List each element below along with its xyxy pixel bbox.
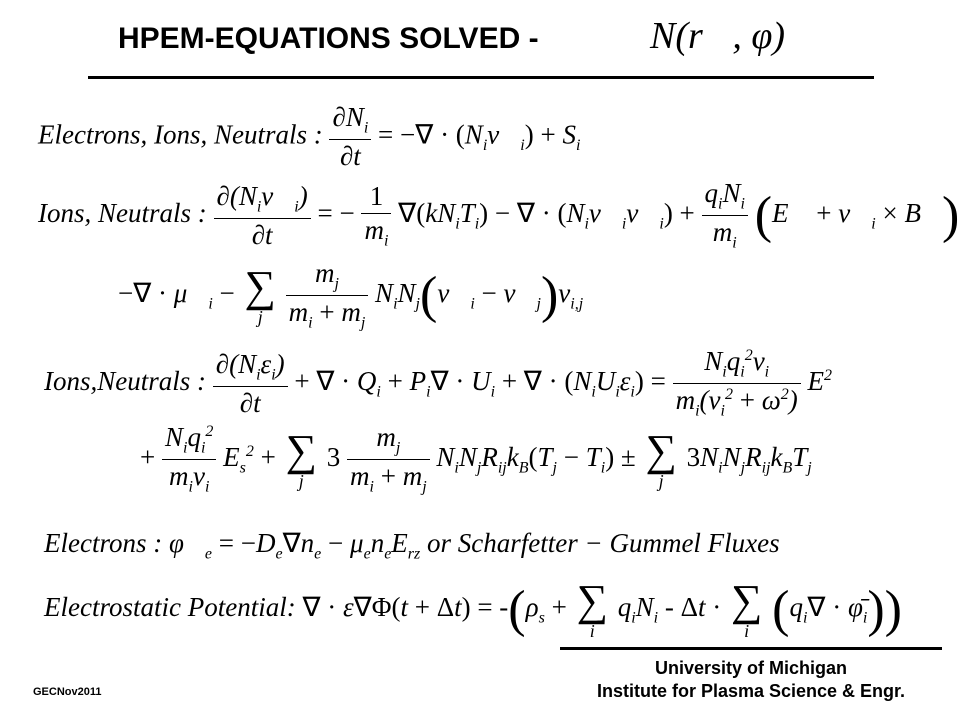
eq4-label: Ions,Neutrals : [44, 366, 206, 397]
footer-tag: GECNov2011 [33, 686, 102, 698]
eq2-label: Ions, Neutrals : [38, 198, 207, 229]
footer-rule [560, 647, 942, 650]
equation-poisson: Electrostatic Potential: ∇ · $\varepsilon\nabla\Phi(t + \Delta t) = -(\rho_s$ + ∑ i $q_iN_i$ - Δt · ∑ i ($q_i\nabla$ · $\varphī_i$)) [44, 576, 902, 641]
eq6-label: Electrons : [44, 528, 163, 558]
equation-momentum: Ions, Neutrals : $\frac{\partial(N_iv⃗_i)}{\partial t}$ = − $\frac{1}{m_i}$ $\nabla(kN_iT_i)$ − ∇ · $(N_iv⃗_iv⃗_i)$ + $\frac{q_iN_i}{m_i}$ (E⃗ + $v⃗_i$ × B⃗) [38, 178, 960, 252]
equation-momentum-cont: −∇ · $\mu⃗_i$ − ∑ j $\frac{m_j}{m_i + m_j}$ $N_iN_j(v⃗_i$ − $v⃗_j)\nu_{i,j}$ [118, 258, 584, 332]
footer-department: Institute for Plasma Science & Engr. [596, 681, 906, 701]
equation-energy: Ions,Neutrals : $\frac{\partial(N_i\varepsilon_i)}{\partial t}$ + ∇ · $Q_i + P_i\nabla \cdot U_i$ + ∇ · $(N_iU_i\varepsilon_i)$ = $\frac{N_iq_i^2\nu_i}{m_i(\nu_i^2 + \omega^2)}$ $E^2$ [44, 346, 833, 420]
equation-electron-flux: Electrons : $\varphi⃗_e = -D_e\nabla n_e - \mu_en_eE_{rz}$ or Scharfetter − Gummel Fluxes [44, 528, 780, 563]
slide-title: HPEM-EQUATIONS SOLVED - [118, 22, 539, 55]
equation-energy-cont: + $\frac{N_iq_i^2}{m_i\nu_i}$ $E_s^2$ + ∑ j 3 $\frac{m_j}{m_i + m_j}$ $N_iN_jR_{ij}k_B(T_j - T_i)$ ± ∑ j $3N_iN_jR_{ij}k_BT_j$ [140, 422, 812, 496]
title-math: N(r⃗, φ) [650, 15, 786, 57]
eq6-tail: or Scharfetter − Gummel Fluxes [427, 528, 780, 558]
eq7-label: Electrostatic Potential: [44, 592, 296, 623]
footer-institution: University of Michigan [654, 658, 848, 678]
eq1-label: Electrons, Ions, Neutrals : [38, 119, 323, 150]
equation-continuity: Electrons, Ions, Neutrals : $\frac{\partial N_i}{\partial t}$ = −∇ · $(N_iv⃗_i) + S_i$ [38, 102, 581, 172]
title-underline [88, 76, 874, 79]
